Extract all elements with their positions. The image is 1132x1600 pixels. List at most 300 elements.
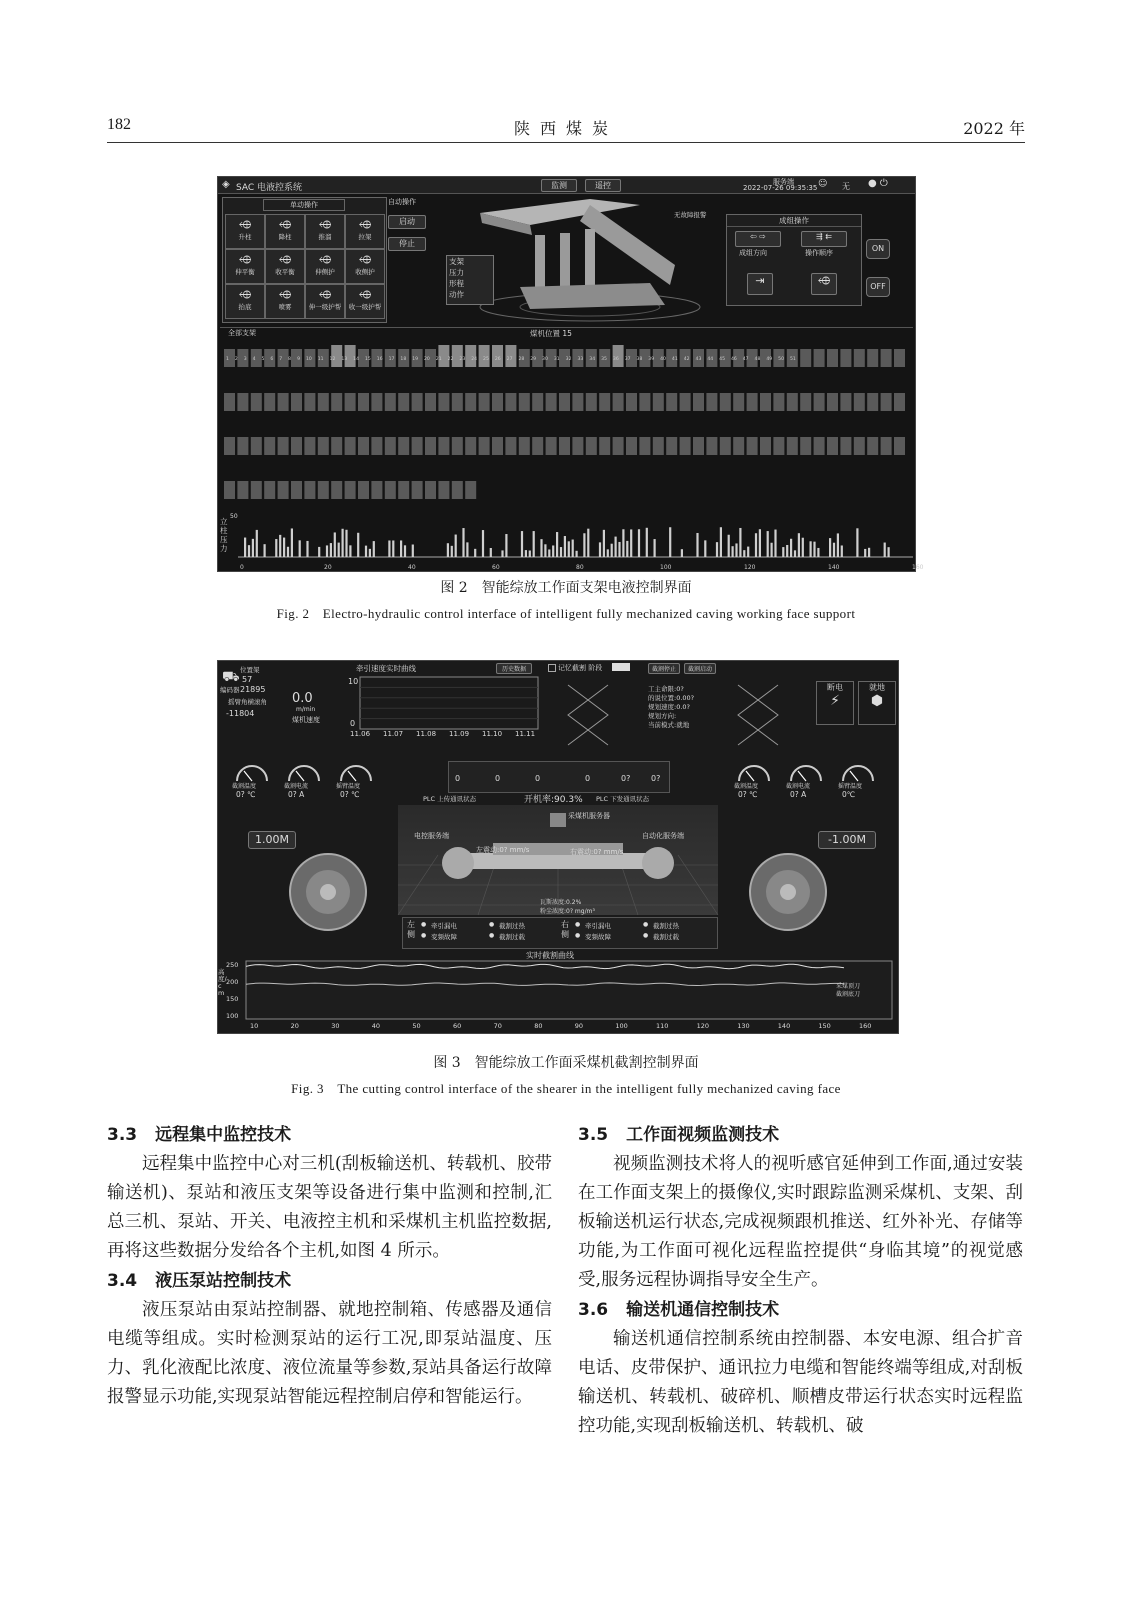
support-bar[interactable] — [331, 345, 342, 367]
status-line: 规划速度:0.0? — [648, 703, 690, 711]
pressure-bar — [856, 528, 858, 557]
all-supports-label: 全部支架 — [228, 329, 256, 337]
support-bar[interactable] — [438, 437, 449, 455]
single-op-button[interactable] — [345, 249, 385, 284]
pressure-bar — [564, 536, 566, 557]
support-bar[interactable] — [251, 437, 262, 455]
support-bar[interactable] — [787, 437, 798, 455]
pressure-bar — [786, 545, 788, 557]
support-bar[interactable] — [559, 437, 570, 455]
support-bar[interactable] — [881, 393, 892, 411]
op-icon: ⬲ — [358, 253, 372, 266]
section-number: 3.3 — [107, 1125, 138, 1145]
support-bar[interactable] — [639, 393, 650, 411]
support-bar[interactable] — [371, 393, 382, 411]
support-bars-grid — [220, 339, 913, 503]
support-bar[interactable] — [666, 393, 677, 411]
support-bar[interactable] — [318, 393, 329, 411]
single-op-button[interactable] — [225, 214, 265, 249]
op-label: 抬底 — [238, 303, 252, 311]
support-bar[interactable] — [465, 437, 476, 455]
op-label: 降柱 — [278, 233, 292, 241]
running-header — [107, 112, 1025, 142]
support-bar[interactable] — [452, 437, 463, 455]
support-bar[interactable] — [425, 437, 436, 455]
support-bar[interactable] — [385, 437, 396, 455]
group-push-icon[interactable]: ⇥ — [747, 273, 773, 295]
support-bar[interactable] — [278, 393, 289, 411]
single-op-button[interactable] — [225, 284, 265, 319]
page-number: 182 — [107, 116, 131, 133]
status-indicator-icon: ● — [489, 932, 495, 939]
support-bar[interactable] — [693, 393, 704, 411]
support-bar[interactable] — [733, 437, 744, 455]
pressure-bar — [716, 542, 718, 557]
pressure-bar — [810, 541, 812, 557]
support-bar[interactable] — [586, 437, 597, 455]
single-op-button[interactable] — [305, 284, 345, 319]
support-bar[interactable] — [345, 393, 356, 411]
stage-input[interactable] — [612, 663, 630, 671]
support-bar[interactable] — [653, 393, 664, 411]
support-bar[interactable] — [492, 345, 503, 367]
trend-y-top: 10 — [348, 677, 359, 686]
ehc-server-label: 电控服务端 — [414, 832, 449, 840]
right-vibration: 右震动:0? mm/s — [570, 848, 624, 856]
group-ops-title: 成组操作 — [727, 215, 861, 227]
support-bar[interactable] — [680, 393, 691, 411]
left-gauges — [228, 761, 388, 801]
support-bar[interactable] — [559, 393, 570, 411]
support-bar[interactable] — [331, 481, 342, 499]
pressure-bar — [455, 535, 457, 557]
support-bar[interactable] — [264, 393, 275, 411]
section-3-4-text: 液压泵站由泵站控制器、就地控制箱、传感器及通信电缆等组成。实时检测泵站的运行工况,即泵站温度、压力、乳化液配比浓度、液位流量等参数,泵站具备运行故障报警显示功能,实现泵站智能远程控制启停和智能运行。 — [107, 1300, 552, 1407]
no-alarm-label: 无故障报警 — [674, 211, 707, 219]
single-op-button[interactable] — [265, 249, 305, 284]
support-bar[interactable] — [827, 393, 838, 411]
history-data-button[interactable]: 历史数据 — [496, 663, 532, 674]
support-bar[interactable] — [224, 437, 235, 455]
support-bar[interactable] — [237, 393, 248, 411]
support-bar[interactable] — [438, 393, 449, 411]
section-3-3-text: 远程集中监控中心对三机(刮板输送机、转载机、胶带输送机)、泵站和液压支架等设备进行集中监测和控制,汇总三机、泵站、开关、电液控主机和采煤机主机监控数据,再将这些数据分发给各个主机,如图 4 所示。 — [107, 1154, 552, 1261]
status-item-label: 截割过载 — [653, 933, 679, 941]
support-bar[interactable] — [894, 437, 905, 455]
status-line: 工主命限:0? — [648, 685, 684, 693]
single-op-button[interactable] — [345, 214, 385, 249]
pressure-bar — [732, 546, 734, 557]
support-bar[interactable] — [412, 481, 423, 499]
pressure-bar — [412, 545, 414, 557]
support-bar[interactable] — [599, 437, 610, 455]
pressure-bar — [404, 545, 406, 557]
support-bar[interactable] — [398, 481, 409, 499]
legend-bottom-cut: 截割底刀 — [836, 991, 861, 998]
single-op-button[interactable] — [305, 249, 345, 284]
cut-x-tick: 20 — [290, 1022, 299, 1030]
support-bar[interactable] — [894, 393, 905, 411]
pressure-bar — [630, 529, 632, 557]
support-bar[interactable] — [505, 437, 516, 455]
support-bar[interactable] — [479, 345, 490, 367]
op-label: 推溜 — [318, 233, 332, 241]
cut-x-tick: 100 — [615, 1022, 628, 1030]
support-bar[interactable] — [371, 481, 382, 499]
pressure-bar — [728, 535, 730, 557]
section-3-6-text: 输送机通信控制系统由控制器、本安电源、组合扩音电话、皮带保护、通讯拉力电缆和智能终端等组成,对刮板输送机、转载机、破碎机、顺槽皮带运行状态实时远程监控功能,实现刮板输送机、转载机、破 — [578, 1329, 1023, 1436]
section-number: 3.4 — [107, 1271, 138, 1291]
support-bar[interactable] — [425, 481, 436, 499]
gauge-label: 摇臂温度 — [336, 783, 361, 790]
trend-x-tick: 11.11 — [515, 730, 536, 738]
status-line: 当前模式:就地 — [648, 721, 690, 729]
encoder-label: 编码器 — [220, 686, 240, 694]
gauge-value: 0? ℃ — [236, 790, 256, 799]
support-bar[interactable] — [867, 437, 878, 455]
support-bar[interactable] — [331, 393, 342, 411]
left-height-value: 1.00M — [248, 831, 296, 849]
pressure-bar — [576, 551, 578, 557]
support-bar[interactable] — [438, 345, 449, 367]
support-bar[interactable] — [572, 393, 583, 411]
pressure-bar — [326, 545, 328, 557]
single-op-button[interactable] — [225, 249, 265, 284]
status-text: 无 — [842, 182, 850, 191]
support-bar[interactable] — [237, 437, 248, 455]
left-side-label: 左侧 — [407, 920, 415, 939]
legend-top-cut: 采煤顶刀 — [836, 983, 861, 990]
support-bar[interactable] — [412, 393, 423, 411]
support-bar[interactable] — [278, 437, 289, 455]
local-control[interactable] — [858, 681, 896, 725]
support-bar[interactable] — [371, 437, 382, 455]
pressure-bar — [248, 545, 250, 557]
pressure-bar — [587, 529, 589, 557]
support-bar[interactable] — [613, 437, 624, 455]
figure-3-caption-en: Fig. 3 The cutting control interface of the shearer in the intelligent fully mechanized caving face — [291, 1081, 841, 1096]
support-bar[interactable] — [613, 345, 624, 367]
support-bar[interactable] — [278, 481, 289, 499]
support-bar[interactable] — [331, 437, 342, 455]
support-bar[interactable] — [626, 393, 637, 411]
support-bar[interactable] — [465, 393, 476, 411]
support-bar[interactable] — [546, 393, 557, 411]
group-pull-icon[interactable]: ⬲ — [811, 273, 837, 295]
figure-2-ehc-interface — [217, 176, 924, 572]
support-bar[interactable] — [251, 481, 262, 499]
support-bar[interactable] — [680, 437, 691, 455]
support-bar[interactable] — [345, 437, 356, 455]
pressure-bar — [829, 538, 831, 557]
tab-remote[interactable]: 遥控 — [585, 179, 621, 192]
support-bar[interactable] — [465, 345, 476, 367]
support-bar[interactable] — [358, 393, 369, 411]
pressure-bar — [544, 544, 546, 557]
support-bar[interactable] — [613, 393, 624, 411]
pressure-bar — [400, 540, 402, 557]
support-bar[interactable] — [304, 437, 315, 455]
op-label: 伸一级护帮 — [308, 303, 342, 311]
single-op-button[interactable] — [305, 214, 345, 249]
support-bar[interactable] — [291, 437, 302, 455]
section-3-4-heading — [107, 1266, 552, 1296]
support-bar[interactable] — [398, 437, 409, 455]
app-logo-icon: ◈ — [222, 179, 230, 190]
support-bar[interactable] — [452, 481, 463, 499]
cut-x-tick: 30 — [331, 1022, 340, 1030]
cut-x-tick: 130 — [737, 1022, 750, 1030]
trend-chart — [360, 677, 538, 729]
support-bar[interactable] — [854, 437, 865, 455]
right-status-items — [575, 921, 713, 945]
gauge-value: 0℃ — [842, 790, 856, 799]
support-bar[interactable] — [452, 345, 463, 367]
section-number: 3.6 — [578, 1300, 609, 1320]
support-bar[interactable] — [224, 393, 235, 411]
pressure-bar — [299, 540, 301, 557]
support-bar[interactable] — [345, 481, 356, 499]
pressure-bar — [704, 540, 706, 557]
single-op-button[interactable] — [345, 284, 385, 319]
pressure-bar — [521, 531, 523, 557]
support-bar[interactable] — [385, 481, 396, 499]
support-bar[interactable] — [693, 437, 704, 455]
support-bar[interactable] — [720, 437, 731, 455]
support-bar[interactable] — [840, 393, 851, 411]
pressure-bar — [802, 538, 804, 557]
pressure-bar — [318, 547, 320, 557]
support-bar[interactable] — [881, 437, 892, 455]
section-3-6-heading — [578, 1295, 1023, 1325]
support-bar[interactable] — [599, 393, 610, 411]
support-bar[interactable] — [800, 437, 811, 455]
cut-x-tick: 80 — [534, 1022, 543, 1030]
supports-header — [220, 327, 913, 338]
support-bar[interactable] — [318, 481, 329, 499]
pressure-ymax: 50 — [230, 513, 238, 520]
support-bar[interactable] — [720, 393, 731, 411]
pressure-bar — [759, 529, 761, 557]
cut-curve-title: 实时截割曲线 — [526, 951, 574, 960]
cut-y-tick: 100 — [226, 1012, 239, 1020]
support-bar[interactable] — [827, 437, 838, 455]
support-bar[interactable] — [438, 481, 449, 499]
support-bar[interactable] — [291, 481, 302, 499]
pressure-bar — [638, 529, 640, 557]
single-ops-title: 单动操作 — [263, 199, 345, 211]
op-icon: ⬲ — [238, 253, 252, 266]
center-value: 0 — [455, 774, 461, 783]
tab-monitor[interactable]: 监测 — [541, 179, 577, 192]
op-icon: ⬲ — [318, 253, 332, 266]
pressure-bar — [244, 538, 246, 557]
plc-up-status: PLC 上传通讯状态 — [423, 795, 477, 803]
memory-cut-panel — [548, 663, 808, 753]
op-icon: ⬲ — [318, 288, 332, 301]
support-bar[interactable] — [505, 393, 516, 411]
support-bar[interactable] — [264, 437, 275, 455]
support-bar[interactable] — [773, 393, 784, 411]
support-bar[interactable] — [572, 437, 583, 455]
support-bar[interactable] — [465, 481, 476, 499]
off-button[interactable]: OFF — [866, 277, 890, 297]
support-bar[interactable] — [706, 393, 717, 411]
pressure-bar — [283, 538, 285, 557]
support-bar[interactable] — [385, 393, 396, 411]
support-bar[interactable] — [304, 481, 315, 499]
speed-value: 0.0 — [292, 691, 313, 706]
pressure-bar — [813, 542, 815, 557]
support-bar[interactable] — [425, 393, 436, 411]
status-item-label: 牵引漏电 — [585, 922, 611, 930]
support-bar[interactable] — [412, 437, 423, 455]
support-bar[interactable] — [760, 393, 771, 411]
support-bar[interactable] — [345, 345, 356, 367]
support-bar[interactable] — [358, 481, 369, 499]
support-bar[interactable] — [251, 393, 262, 411]
left-drum-panel — [238, 811, 388, 941]
support-bar[interactable] — [814, 437, 825, 455]
support-bar[interactable] — [224, 481, 235, 499]
support-bar[interactable] — [733, 393, 744, 411]
pressure-bar — [252, 539, 254, 557]
support-bar[interactable] — [318, 437, 329, 455]
support-bar[interactable] — [519, 393, 530, 411]
pressure-bar — [529, 550, 531, 557]
support-bar[interactable] — [479, 437, 490, 455]
support-bar[interactable] — [653, 437, 664, 455]
pressure-bar — [771, 543, 773, 557]
support-bar[interactable] — [626, 437, 637, 455]
pressure-bar — [798, 533, 800, 557]
op-icon: ⬲ — [238, 288, 252, 301]
auto-start-button[interactable]: 启动 — [388, 215, 426, 229]
cut-start-button[interactable]: 截割启动 — [684, 663, 716, 674]
pressure-bar — [646, 528, 648, 557]
traction-trend-panel — [346, 663, 542, 743]
support-bar[interactable] — [800, 393, 811, 411]
hexagon-icon: ⬢ — [870, 693, 884, 709]
pressure-tick: 160 — [912, 564, 924, 571]
support-bar[interactable] — [747, 393, 758, 411]
pressure-tick: 120 — [744, 564, 756, 571]
center-values — [455, 774, 663, 786]
single-ops-panel — [222, 197, 387, 323]
pressure-bar — [603, 530, 605, 557]
support-bar[interactable] — [264, 481, 275, 499]
pressure-bar — [747, 547, 749, 557]
support-bar[interactable] — [505, 345, 516, 367]
issue-year: 2022 年 — [963, 119, 1025, 138]
pressure-bar — [615, 537, 617, 557]
support-bar[interactable] — [492, 437, 503, 455]
cut-stop-button[interactable]: 截割停止 — [648, 663, 680, 674]
support-bar[interactable] — [840, 437, 851, 455]
pressure-bar — [373, 541, 375, 557]
support-bar[interactable] — [519, 437, 530, 455]
pressure-axis-label: 立柱压力 — [220, 517, 228, 553]
support-bar[interactable] — [546, 437, 557, 455]
support-bar[interactable] — [398, 393, 409, 411]
gas-concentration: 瓦斯浓度:0.2% — [540, 899, 582, 906]
pressure-bar — [833, 543, 835, 557]
op-label: 喷雾 — [278, 303, 292, 311]
pressure-bar — [345, 530, 347, 557]
support-bar[interactable] — [304, 393, 315, 411]
pressure-bar — [256, 530, 258, 557]
pressure-bar — [474, 549, 476, 557]
auto-stop-button[interactable]: 停止 — [388, 237, 426, 251]
support-bar[interactable] — [760, 437, 771, 455]
support-bar[interactable] — [532, 437, 543, 455]
pressure-bar — [837, 533, 839, 557]
status-item-label: 变频故障 — [585, 933, 611, 941]
support-bar[interactable] — [773, 437, 784, 455]
power-off-control[interactable] — [816, 681, 854, 725]
gauge-dial-icon — [840, 761, 876, 783]
action-box-line: 压力 — [449, 268, 464, 277]
on-button[interactable]: ON — [866, 239, 890, 259]
status-line: 规划方向: — [648, 712, 677, 720]
pressure-bar — [338, 543, 340, 557]
pressure-bar — [618, 542, 620, 557]
encoder-value: 21895 — [240, 685, 266, 694]
support-bar[interactable] — [291, 393, 302, 411]
action-box-line: 形程 — [449, 279, 464, 288]
pressure-bar — [330, 543, 332, 557]
pressure-bar — [560, 547, 562, 557]
trend-y-bottom: 0 — [350, 719, 356, 728]
right-height-value: -1.00M — [818, 831, 876, 849]
center-value: 0 — [495, 774, 501, 783]
support-bar[interactable] — [358, 437, 369, 455]
support-bar[interactable] — [666, 437, 677, 455]
support-bar[interactable] — [706, 437, 717, 455]
single-op-button[interactable] — [265, 214, 305, 249]
cut-x-tick: 110 — [656, 1022, 669, 1030]
support-bar[interactable] — [814, 393, 825, 411]
single-op-button[interactable] — [265, 284, 305, 319]
support-bar[interactable] — [854, 393, 865, 411]
gauge-dial-icon — [736, 761, 772, 783]
support-bar[interactable] — [237, 481, 248, 499]
memory-cut-checkbox[interactable] — [548, 664, 556, 672]
action-box-line: 支架 — [449, 257, 464, 266]
group-order-icon[interactable]: ⇶ ⇇ — [801, 231, 847, 247]
support-bar[interactable] — [747, 437, 758, 455]
cut-y-tick: 200 — [226, 978, 239, 986]
power-icon[interactable]: ● ⏻ — [868, 178, 888, 189]
cut-x-tick: 70 — [493, 1022, 502, 1030]
pressure-bar — [552, 545, 554, 557]
pressure-bar — [817, 548, 819, 557]
support-bar[interactable] — [639, 437, 650, 455]
pressure-bar — [607, 549, 609, 557]
support-bar[interactable] — [452, 393, 463, 411]
support-bar[interactable] — [787, 393, 798, 411]
status-indicator-icon: ● — [421, 921, 427, 928]
group-direction-icon[interactable]: ⇦ ⇨ — [735, 231, 781, 247]
pressure-bar — [884, 543, 886, 557]
support-bar[interactable] — [532, 393, 543, 411]
cut-y-tick: 150 — [226, 995, 239, 1003]
left-drum-icon — [268, 847, 388, 937]
support-bar[interactable] — [479, 393, 490, 411]
support-bar[interactable] — [867, 393, 878, 411]
support-bar[interactable] — [492, 393, 503, 411]
support-bar[interactable] — [586, 393, 597, 411]
